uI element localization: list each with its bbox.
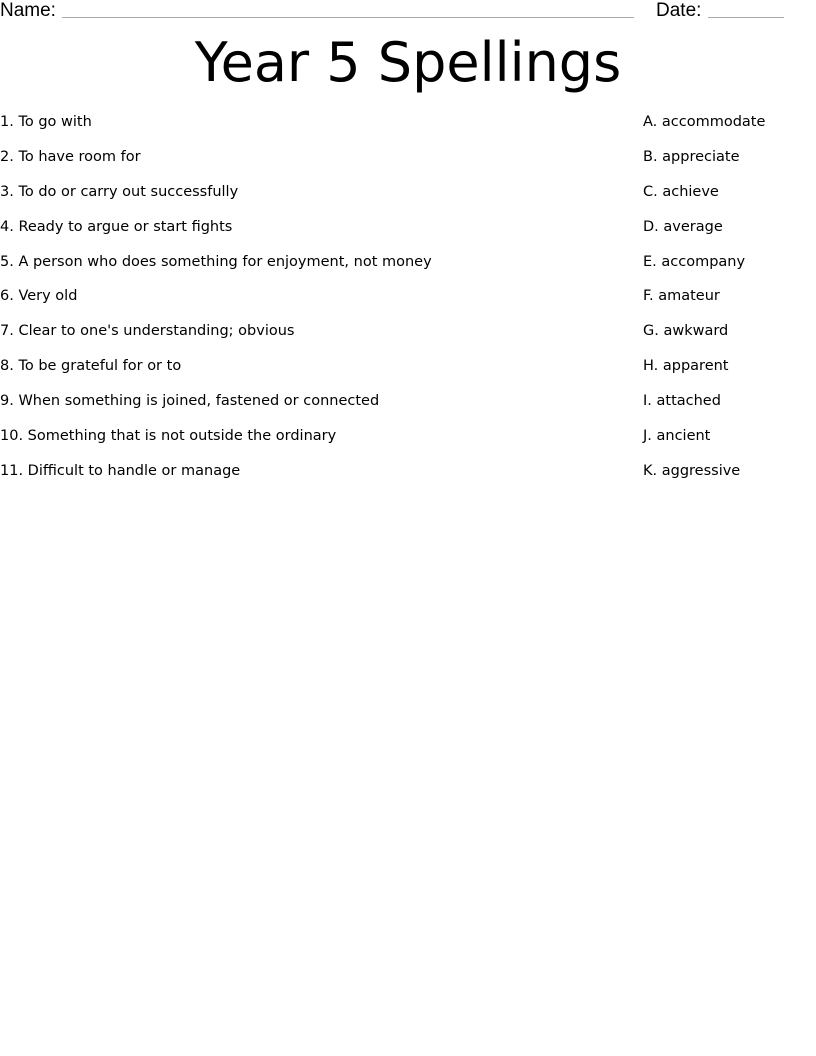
matching-row xyxy=(0,321,816,356)
name-label: Name: xyxy=(0,0,56,21)
matching-row xyxy=(0,252,816,287)
clue-text: 10. Something that is not outside the ordinary xyxy=(0,428,337,445)
clue-text: 5. A person who does something for enjoyment, not money xyxy=(0,253,432,270)
answer-option: J. ancient xyxy=(643,428,711,445)
clue-text: 6. Very old xyxy=(0,288,78,305)
matching-row xyxy=(0,217,816,252)
clue-text: 2. To have room for xyxy=(0,148,141,165)
clue-text: 8. To be grateful for or to xyxy=(0,358,182,375)
matching-row xyxy=(0,147,816,182)
page-title: Year 5 Spellings xyxy=(194,31,622,94)
date-label: Date: xyxy=(656,0,702,21)
worksheet-header xyxy=(0,0,816,24)
clue-text: 7. Clear to one's understanding; obvious xyxy=(0,323,295,340)
answer-option: C. achieve xyxy=(643,183,719,200)
clue-text: 9. When something is joined, fastened or connected xyxy=(0,393,380,410)
clue-text: 3. To do or carry out successfully xyxy=(0,183,239,200)
clue-text: 1. To go with xyxy=(0,114,92,130)
matching-row xyxy=(0,182,816,217)
answer-option: K. aggressive xyxy=(643,462,741,479)
matching-row xyxy=(0,461,816,496)
answer-option: B. appreciate xyxy=(643,148,740,165)
matching-row xyxy=(0,426,816,461)
clue-text: 4. Ready to argue or start fights xyxy=(0,218,233,235)
answer-option: F. amateur xyxy=(643,288,720,305)
matching-row xyxy=(0,286,816,321)
matching-row xyxy=(0,112,816,147)
name-field-line xyxy=(62,17,634,18)
matching-row xyxy=(0,391,816,426)
answer-option: E. accompany xyxy=(643,253,746,270)
answer-option: D. average xyxy=(643,218,723,235)
answer-option: I. attached xyxy=(643,393,721,410)
matching-list xyxy=(0,112,816,496)
date-field-line xyxy=(708,17,784,18)
answer-option: H. apparent xyxy=(643,358,729,375)
answer-option: G. awkward xyxy=(643,323,729,340)
answer-option: A. accommodate xyxy=(643,114,766,130)
matching-row xyxy=(0,356,816,391)
clue-text: 11. Difficult to handle or manage xyxy=(0,462,241,479)
